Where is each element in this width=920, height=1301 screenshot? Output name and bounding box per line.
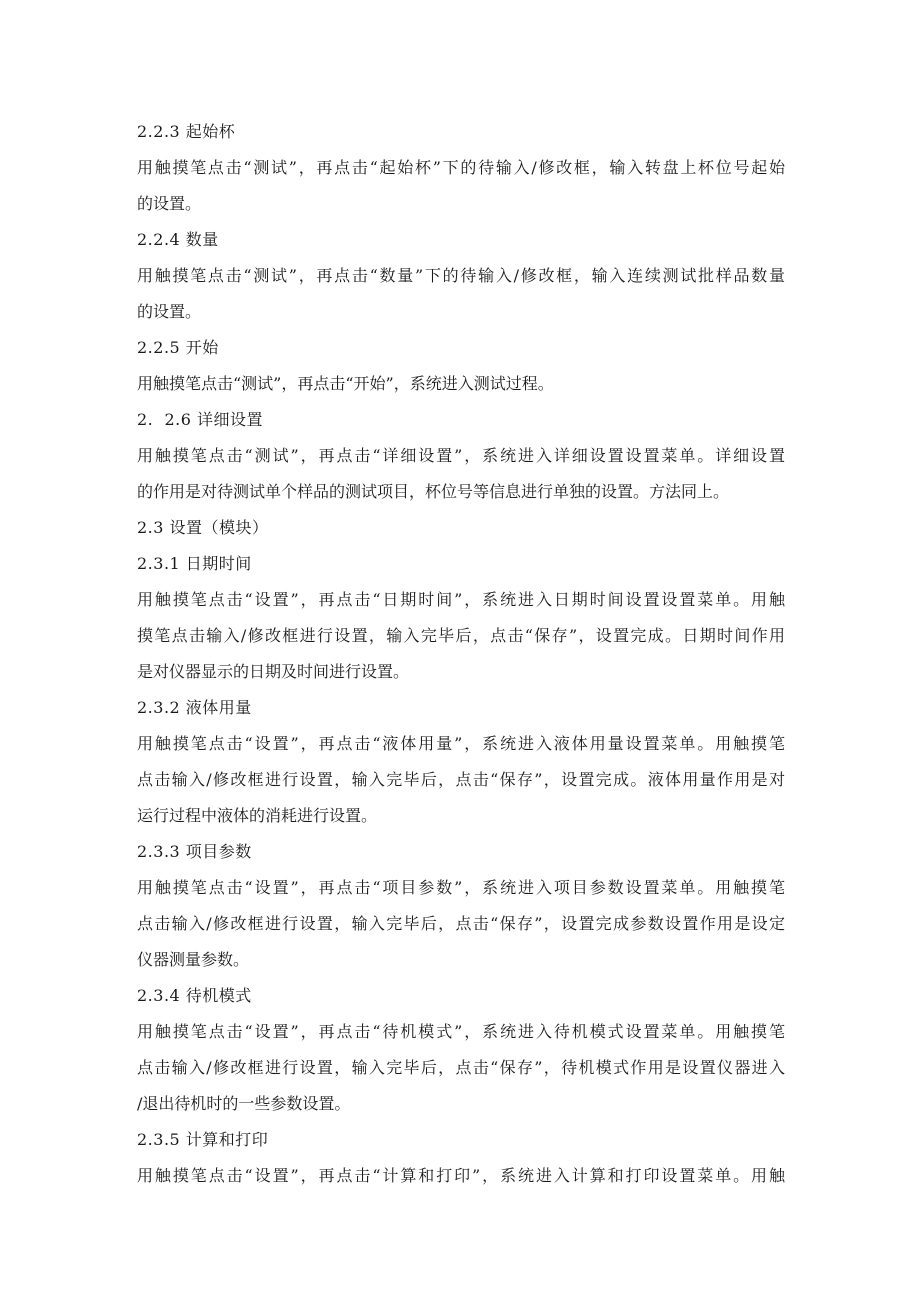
section-heading-2-3-3: 2.3.3 项目参数 — [137, 842, 252, 861]
paragraph-line: 用触摸笔点击“设置”，再点击“项目参数”，系统进入项目参数设置菜单。用触摸笔 — [137, 878, 785, 897]
paragraph-line: 运行过程中液体的消耗进行设置。 — [137, 806, 378, 825]
paragraph-line: 的作用是对待测试单个样品的测试项目，杯位号等信息进行单独的设置。方法同上。 — [137, 482, 730, 501]
section-heading-2-2-3: 2.2.3 起始杯 — [137, 122, 236, 141]
paragraph-line: 的设置。 — [137, 194, 202, 213]
paragraph-line: 点击输入/修改框进行设置，输入完毕后，点击“保存”，设置完成。液体用量作用是对 — [137, 770, 785, 789]
section-heading-2-3-2: 2.3.2 液体用量 — [137, 698, 252, 717]
paragraph-line: 用触摸笔点击“设置”，再点击“计算和打印”，系统进入计算和打印设置菜单。用触 — [137, 1166, 785, 1185]
paragraph-line: /退出待机时的一些参数设置。 — [137, 1094, 351, 1113]
paragraph-line: 点击输入/修改框进行设置，输入完毕后，点击“保存”，待机模式作用是设置仪器进入 — [137, 1058, 785, 1077]
section-heading-2-2-5: 2.2.5 开始 — [137, 338, 219, 357]
section-heading-2-2-6: 2. 2.6 详细设置 — [137, 410, 263, 429]
paragraph-line: 用触摸笔点击“测试”，再点击“起始杯”下的待输入/修改框，输入转盘上杯位号起始 — [137, 158, 785, 177]
paragraph-line: 用触摸笔点击“测试”，再点击“详细设置”，系统进入详细设置设置菜单。详细设置 — [137, 446, 785, 465]
paragraph-line: 用触摸笔点击“测试”，再点击“数量”下的待输入/修改框，输入连续测试批样品数量 — [137, 266, 785, 285]
paragraph-line: 的设置。 — [137, 302, 202, 321]
paragraph-line: 点击输入/修改框进行设置，输入完毕后，点击“保存”，设置完成参数设置作用是设定 — [137, 914, 785, 933]
paragraph-line: 仪器测量参数。 — [137, 950, 250, 969]
section-heading-2-3-4: 2.3.4 待机模式 — [137, 986, 252, 1005]
section-heading-2-3-5: 2.3.5 计算和打印 — [137, 1130, 269, 1149]
section-heading-2-3-1: 2.3.1 日期时间 — [137, 554, 252, 573]
paragraph-line: 用触摸笔点击“测试”，再点击“开始”，系统进入测试过程。 — [137, 374, 554, 393]
document-page — [137, 119, 785, 1199]
paragraph-line: 用触摸笔点击“设置”，再点击“液体用量”，系统进入液体用量设置菜单。用触摸笔 — [137, 734, 785, 753]
section-heading-2-2-4: 2.2.4 数量 — [137, 230, 219, 249]
section-heading-2-3: 2.3 设置（模块） — [137, 518, 269, 537]
paragraph-line: 是对仪器显示的日期及时间进行设置。 — [137, 662, 410, 681]
paragraph-line: 摸笔点击输入/修改框进行设置，输入完毕后，点击“保存”，设置完成。日期时间作用 — [137, 626, 785, 645]
paragraph-line: 用触摸笔点击“设置”，再点击“日期时间”，系统进入日期时间设置设置菜单。用触 — [137, 590, 785, 609]
paragraph-line: 用触摸笔点击“设置”，再点击“待机模式”，系统进入待机模式设置菜单。用触摸笔 — [137, 1022, 785, 1041]
